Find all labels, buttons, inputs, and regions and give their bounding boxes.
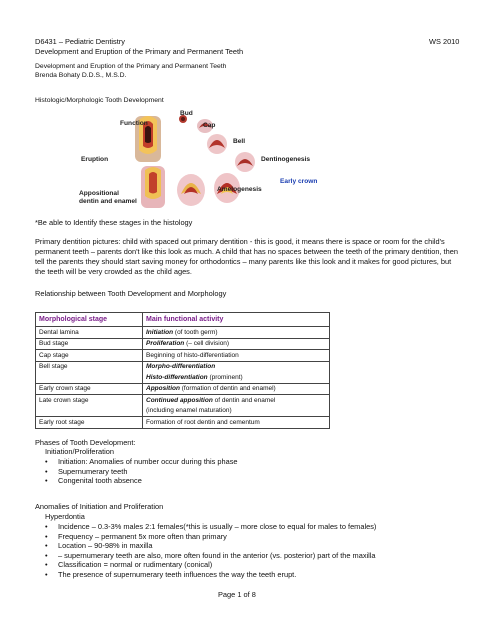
table-header-activity: Main functional activity — [143, 313, 330, 327]
intro-title: Development and Eruption of the Primary and Permanent Teeth — [35, 63, 227, 70]
table-cell-activity: Formation of root dentin and cementum — [143, 417, 330, 429]
figure-label-bell: Bell — [233, 138, 246, 145]
table-cell-activity: Morpho-differentiation — [143, 361, 330, 372]
table-row — [36, 338, 330, 350]
table-cell-stage — [36, 372, 143, 383]
table-row — [36, 383, 330, 395]
table-row — [36, 350, 330, 362]
dentinogenesis-image — [235, 152, 255, 172]
table-cell-stage: Bell stage — [36, 361, 143, 372]
tooth-development-figure — [79, 110, 330, 220]
page-number: Page 1 of 8 — [218, 590, 256, 599]
table-cell-activity: Proliferation (– cell division) — [143, 338, 330, 350]
phases-subheading: Initiation/Proliferation — [45, 447, 115, 456]
list-item: • – supernumerary teeth are also, more often found in the anterior (vs. posterior) part of the maxilla — [45, 551, 376, 561]
list-item: • The presence of supernumerary teeth influences the way the teeth erupt. — [45, 570, 376, 580]
table-row — [36, 417, 330, 429]
table-cell-activity: Apposition (formation of dentin and enamel) — [143, 383, 330, 395]
table-cell-activity: Initiation (of tooth germ) — [143, 327, 330, 339]
table-cell-stage: Early root stage — [36, 417, 143, 429]
figure-label-dentinogenesis: Dentinogenesis — [261, 156, 311, 163]
list-item: • Incidence – 0.3-3% males 2:1 females(*this is usually – more close to equal for males to females) — [45, 522, 376, 532]
primary-dentition-paragraph: Primary dentition pictures: child with spaced out primary dentition - this is good, it means there is space or room for the child's permanent teeth – parents don't like this look as much. A child that has no spaces between the teeth of the primary dentition, then tell the parents they should start saving money for orthodontics – many parents like this look and it makes for good pictures, but the teeth will be very crowded as the child ages. — [35, 237, 458, 276]
figure-label-function: Function — [120, 120, 148, 127]
list-item: • Classification = normal or rudimentary (conical) — [45, 560, 376, 570]
table-row — [36, 361, 330, 372]
table-cell-activity: Histo-differentiation (prominent) — [143, 372, 330, 383]
list-item: • Initiation: Anomalies of number occur during this phase — [45, 457, 238, 467]
table-row — [36, 372, 330, 383]
table-row — [36, 327, 330, 339]
bell-stage-image — [207, 134, 227, 154]
figure-label-appositional: Appositional — [79, 190, 119, 197]
table-header-stage: Morphological stage — [36, 313, 143, 327]
list-item: • Location – 90-98% in maxilla — [45, 541, 376, 551]
table-cell-stage: Early crown stage — [36, 383, 143, 395]
anomalies-list — [45, 522, 376, 580]
phases-heading: Phases of Tooth Development: — [35, 438, 136, 447]
table-cell-stage: Cap stage — [36, 350, 143, 362]
eruption-tooth-image — [141, 166, 165, 208]
table-cell-activity: (including enamel maturation) — [143, 406, 330, 417]
table-cell-stage: Bud stage — [36, 338, 143, 350]
header-subtitle: Development and Eruption of the Primary and Permanent Teeth — [35, 47, 244, 56]
table-row — [36, 406, 330, 417]
figure-label-cap: Cap — [203, 122, 216, 129]
figure-label-bud: Bud — [180, 110, 193, 117]
figure-label-dentin-enamel: dentin and enamel — [79, 198, 137, 205]
figure-label-amelogenesis: Amelogenesis — [217, 186, 262, 193]
list-item: • Frequency – permanent 5x more often than primary — [45, 532, 376, 542]
morphology-table-wrap — [35, 312, 330, 429]
list-item: • Supernumerary teeth — [45, 467, 238, 477]
table-cell-activity: Continued apposition of dentin and enamel — [143, 395, 330, 406]
anomalies-subheading: Hyperdontia — [45, 512, 85, 521]
table-cell-stage: Dental lamina — [36, 327, 143, 339]
histology-heading: Histologic/Morphologic Tooth Development — [35, 97, 164, 104]
figure-label-early-crown: Early crown — [280, 178, 318, 185]
phases-list — [45, 457, 238, 486]
table-cell-stage — [36, 406, 143, 417]
table-cell-activity: Beginning of histo-differentiation — [143, 350, 330, 362]
list-item: • Congenital tooth absence — [45, 476, 238, 486]
table-row — [36, 395, 330, 406]
header-course: D6431 – Pediatric Dentistry — [35, 37, 125, 46]
anomalies-heading: Anomalies of Initiation and Proliferation — [35, 502, 164, 511]
header-term: WS 2010 — [429, 37, 460, 46]
histology-note: *Be able to Identify these stages in the histology — [35, 218, 193, 227]
appositional-stage-image — [177, 174, 205, 206]
morphology-table — [35, 312, 330, 429]
table-cell-stage: Late crown stage — [36, 395, 143, 406]
intro-author: Brenda Bohaty D.D.S., M.S.D. — [35, 72, 127, 79]
relationship-heading: Relationship between Tooth Development and Morphology — [35, 289, 227, 298]
figure-label-eruption: Eruption — [81, 156, 109, 163]
